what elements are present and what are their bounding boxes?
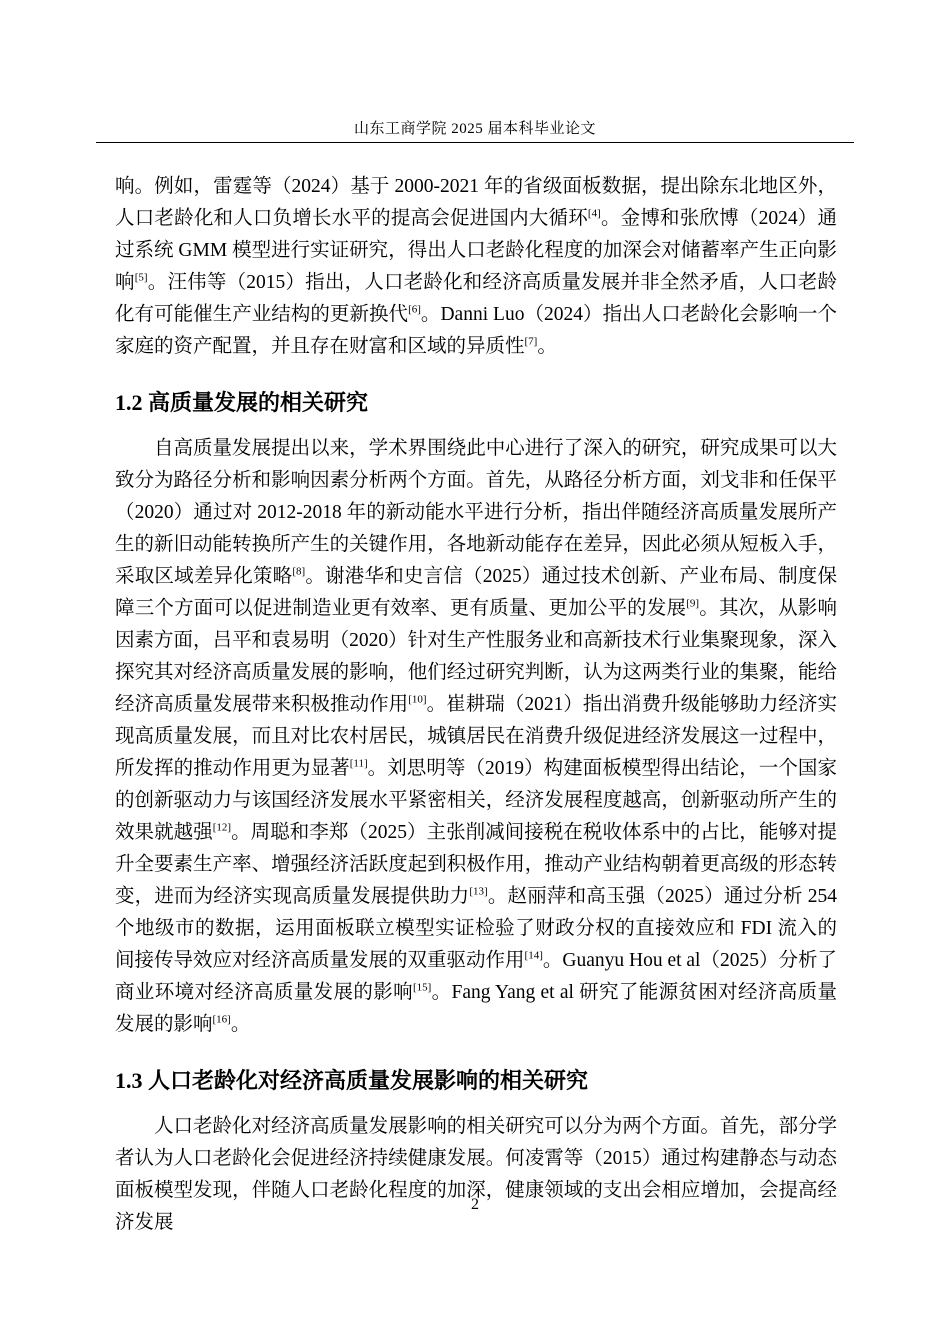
text-run: 。金博和张欣博（2024）通过系统 GMM 模型进行实证研究，得出人口老龄化程度的加深会对储蓄率产生正向影响 (115, 208, 837, 293)
page-number: 2 (471, 1196, 479, 1213)
citation-reference: [11] (349, 757, 368, 770)
citation-reference: [7] (524, 335, 538, 348)
citation-reference: [12] (212, 821, 232, 834)
running-header: 山东工商学院 2025 届本科毕业论文 (353, 121, 596, 137)
citation-reference: [14] (524, 949, 543, 962)
text-run: 。刘思明等（2019）构建面板模型得出结论，一个国家的创新驱动力与该国经济发展水平紧密相关，经济发展程度越高，创新驱动所产生的效果就越强 (115, 758, 837, 843)
paragraph-aging-literature (115, 171, 837, 363)
section-heading-1-2: 1.2 高质量发展的相关研究 (115, 390, 369, 415)
paragraph-high-quality-development-literature (115, 433, 837, 1041)
text-run: 。 (537, 336, 557, 357)
header-rule (96, 142, 854, 143)
citation-reference: [9] (686, 597, 700, 610)
citation-reference: [6] (408, 303, 421, 316)
document-body (115, 171, 837, 1239)
text-run: 自高质量发展提出以来，学术界围绕此中心进行了深入的研究，研究成果可以大致分为路径分析和影响因素分析两个方面。首先，从路径分析方面，刘戈非和任保平（2020）通过对 2012-2018 年的新动能水平进行分析，指出伴随经济高质量发展所产生的新旧动能转换所产生的关键作用，各地新动能存在差异，因此必须从短板入手，采取区域差异化策略 (115, 438, 837, 587)
text-run: 。其次，从影响因素方面，吕平和袁易明（2020）针对生产性服务业和高新技术行业集聚现象，深入探究其对经济高质量发展的影响，他们经过研究判断，认为这两类行业的集聚，能给经济高质量发展带来积极推动作用 (115, 598, 837, 715)
text-run: 响。例如，雷霆等（2024）基于 2000-2021 年的省级面板数据，提出除东北地区外，人口老龄化和人口负增长水平的提高会促进国内大循环 (115, 176, 837, 229)
citation-reference: [4] (587, 207, 601, 220)
citation-reference: [13] (469, 885, 488, 898)
text-run: 。周聪和李郑（2025）主张削减间接税在税收体系中的占比，能够对提升全要素生产率、增强经济活跃度起到积极作用，推动产业结构朝着更高级的形态转变，进而为经济实现高质量发展提供助力 (115, 822, 837, 907)
citation-reference: [15] (412, 981, 432, 994)
text-run: 。谢港华和史言信（2025）通过技术创新、产业布局、制度保障三个方面可以促进制造业更有效率、更有质量、更加公平的发展 (115, 566, 837, 619)
text-run: 。赵丽萍和高玉强（2025）通过分析 254 个地级市的数据，运用面板联立模型实证检验了财政分权的直接效应和 FDI 流入的间接传导效应对经济高质量发展的双重驱动作用 (115, 886, 837, 971)
paragraph-aging-impact-literature (115, 1111, 837, 1239)
section-heading-1-3: 1.3 人口老龄化对经济高质量发展影响的相关研究 (115, 1068, 589, 1093)
citation-reference: [16] (212, 1013, 231, 1026)
citation-reference: [8] (292, 565, 306, 578)
text-run: 。Danni Luo（2024）指出人口老龄化会影响一个家庭的资产配置，并且存在财富和区域的异质性 (115, 304, 837, 357)
text-run: 。Fang Yang et al 研究了能源贫困对经济高质量发展的影响 (115, 982, 837, 1035)
citation-reference: [5] (134, 271, 148, 284)
text-run: 。汪伟等（2015）指出，人口老龄化和经济高质量发展并非全然矛盾，人口老龄化有可能催生产业结构的更新换代 (115, 272, 837, 325)
text-run: 。 (230, 1014, 251, 1035)
text-run: 。Guanyu Hou et al（2025）分析了商业环境对经济高质量发展的影响 (115, 950, 837, 1003)
citation-reference: [10] (408, 693, 427, 706)
text-run: 。崔耕瑞（2021）指出消费升级能够助力经济实现高质量发展，而且对比农村居民，城镇居民在消费升级促进经济发展这一过程中，所发挥的推动作用更为显著 (115, 694, 837, 779)
text-run: 人口老龄化对经济高质量发展影响的相关研究可以分为两个方面。首先，部分学者认为人口老龄化会促进经济持续健康发展。何凌霄等（2015）通过构建静态与动态面板模型发现，伴随人口老龄化程度的加深，健康领域的支出会相应增加，会提高经济发展 (115, 1116, 837, 1233)
